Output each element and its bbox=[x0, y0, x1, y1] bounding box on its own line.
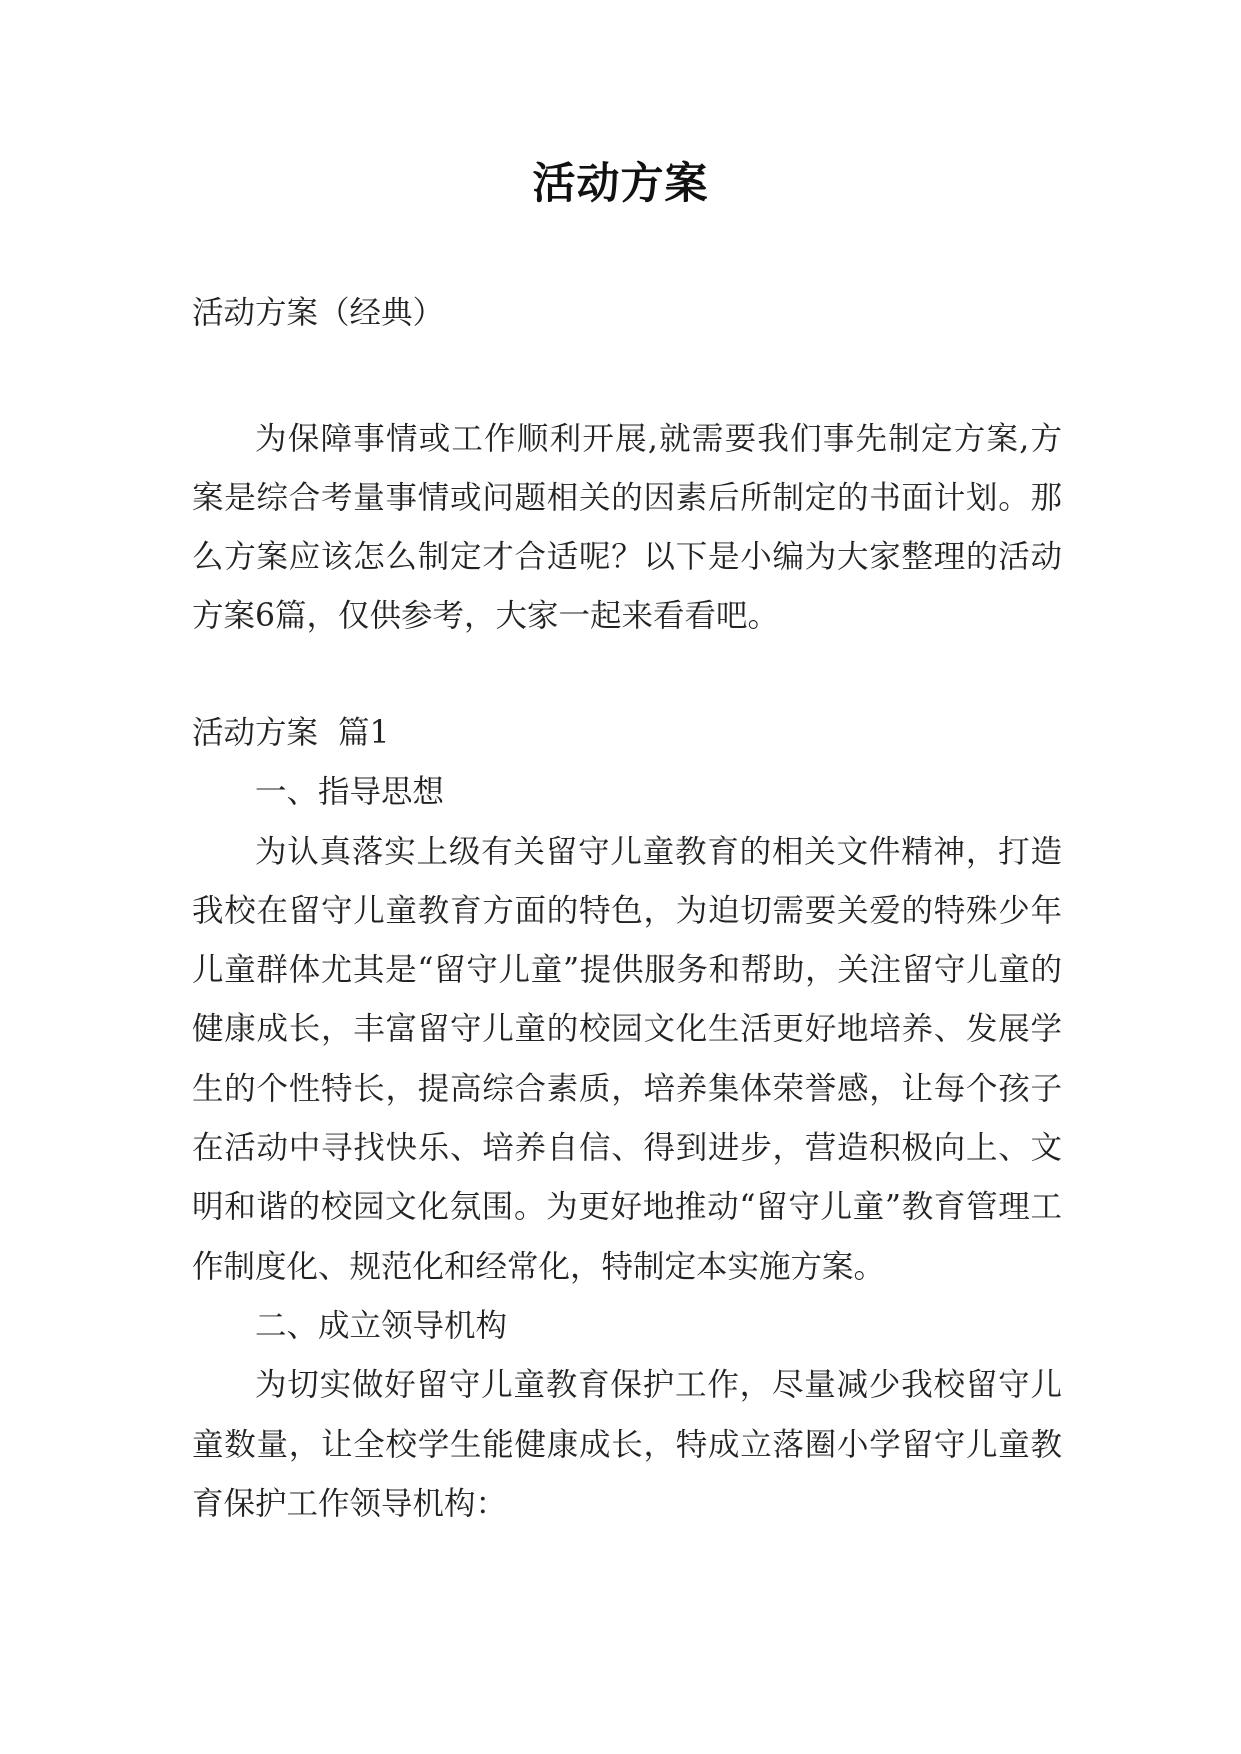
document-title: 活动方案 bbox=[532, 159, 709, 209]
intro-block bbox=[192, 410, 1062, 646]
section-1 bbox=[192, 704, 1062, 1534]
intro-paragraph: 为保障事情或工作顺利开展,就需要我们事先制定方案,方案是综合考量事情或问题相关的因素后所制定的书面计划。那么方案应该怎么制定才合适呢？以下是小编为大家整理的活动方案6篇，仅供参考，大家一起来看看吧。 bbox=[192, 421, 1062, 634]
subheading-leadership: 二、成立领导机构 bbox=[255, 1307, 508, 1344]
paragraph-guiding-thought: 为认真落实上级有关留守儿童教育的相关文件精神，打造我校在留守儿童教育方面的特色，为迫切需要关爱的特殊少年儿童群体尤其是“留守儿童”提供服务和帮助，关注留守儿童的健康成长，丰富留守儿童的校园文化生活更好地培养、发展学生的个性特长，提高综合素质，培养集体荣誉感，让每个孩子在活动中寻找快乐、培养自信、得到进步，营造积极向上、文明和谐的校园文化氛围。为更好地推动“留守儿童”教育管理工作制度化、规范化和经常化，特制定本实施方案。 bbox=[192, 833, 1062, 1285]
subheading-guiding-thought: 一、指导思想 bbox=[255, 774, 445, 811]
section-heading: 活动方案 篇1 bbox=[192, 715, 390, 751]
document-subtitle bbox=[192, 293, 1062, 333]
subtitle-text: 活动方案（经典） bbox=[192, 295, 445, 331]
paragraph-leadership: 为切实做好留守儿童教育保护工作，尽量减少我校留守儿童数量，让全校学生能健康成长，特成立落圈小学留守儿童教育保护工作领导机构： bbox=[192, 1367, 1062, 1522]
